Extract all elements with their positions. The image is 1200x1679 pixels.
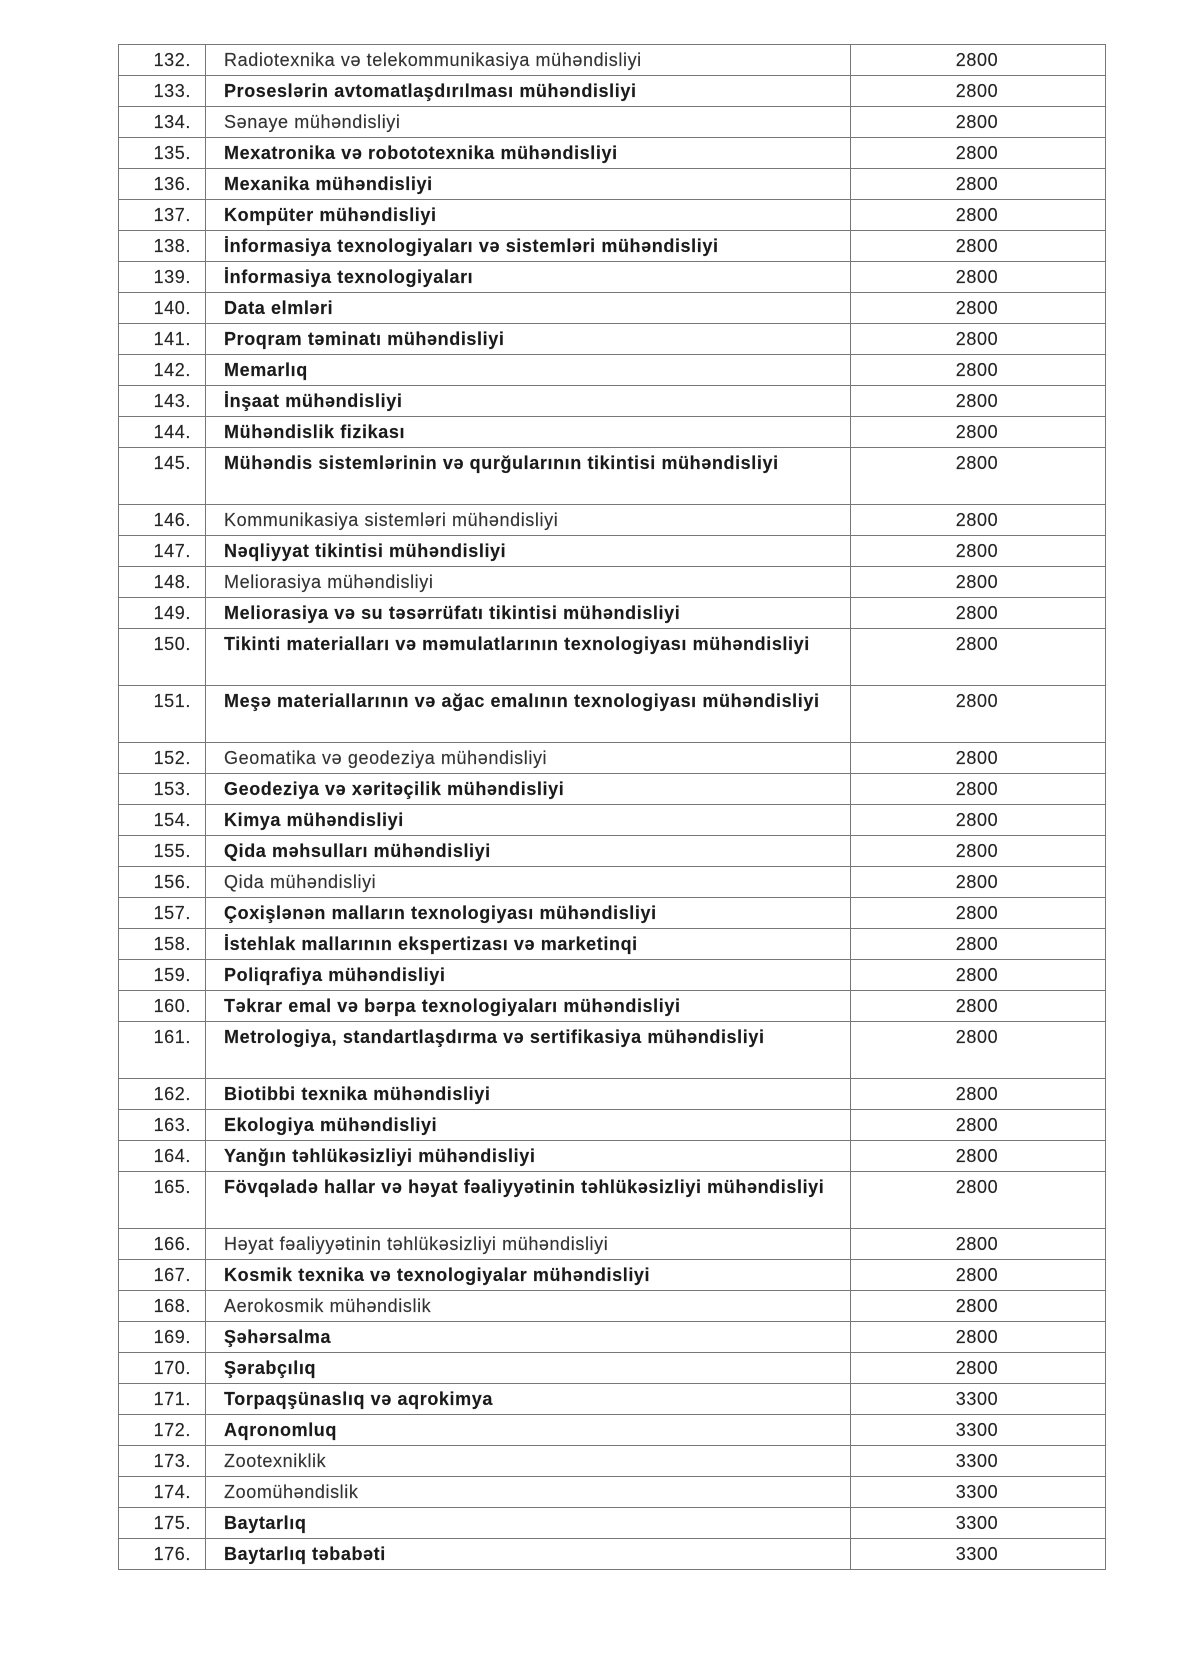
table-row bbox=[119, 805, 1106, 836]
tuition-fee: 2800 bbox=[851, 1260, 1106, 1291]
specialty-name: Şəhərsalma bbox=[206, 1322, 851, 1353]
specialty-name: Şərabçılıq bbox=[206, 1353, 851, 1384]
row-number: 173. bbox=[119, 1446, 206, 1477]
row-number: 150. bbox=[119, 629, 206, 686]
specialty-name: Geomatika və geodeziya mühəndisliyi bbox=[206, 743, 851, 774]
row-number: 158. bbox=[119, 929, 206, 960]
row-number: 156. bbox=[119, 867, 206, 898]
tuition-fee: 2800 bbox=[851, 417, 1106, 448]
row-number: 141. bbox=[119, 324, 206, 355]
tuition-fee: 3300 bbox=[851, 1508, 1106, 1539]
row-number: 152. bbox=[119, 743, 206, 774]
tuition-fee: 3300 bbox=[851, 1384, 1106, 1415]
tuition-fee: 2800 bbox=[851, 743, 1106, 774]
tuition-fee: 2800 bbox=[851, 1291, 1106, 1322]
table-row bbox=[119, 169, 1106, 200]
specialty-name: Biotibbi texnika mühəndisliyi bbox=[206, 1079, 851, 1110]
table-row bbox=[119, 1141, 1106, 1172]
table-row bbox=[119, 386, 1106, 417]
tuition-fee: 2800 bbox=[851, 1141, 1106, 1172]
row-number: 171. bbox=[119, 1384, 206, 1415]
specialty-name: Nəqliyyat tikintisi mühəndisliyi bbox=[206, 536, 851, 567]
tuition-fee: 2800 bbox=[851, 805, 1106, 836]
row-number: 139. bbox=[119, 262, 206, 293]
tuition-fee: 2800 bbox=[851, 324, 1106, 355]
specialty-name: Təkrar emal və bərpa texnologiyaları mühəndisliyi bbox=[206, 991, 851, 1022]
table-row bbox=[119, 1415, 1106, 1446]
table-row bbox=[119, 448, 1106, 505]
row-number: 132. bbox=[119, 45, 206, 76]
row-number: 164. bbox=[119, 1141, 206, 1172]
specialty-name: Radiotexnika və telekommunikasiya mühəndisliyi bbox=[206, 45, 851, 76]
specialty-name: Meliorasiya mühəndisliyi bbox=[206, 567, 851, 598]
row-number: 157. bbox=[119, 898, 206, 929]
specialty-name: Aerokosmik mühəndislik bbox=[206, 1291, 851, 1322]
table-row bbox=[119, 536, 1106, 567]
table-row bbox=[119, 898, 1106, 929]
table-row bbox=[119, 929, 1106, 960]
row-number: 159. bbox=[119, 960, 206, 991]
specialty-name: Zootexniklik bbox=[206, 1446, 851, 1477]
row-number: 138. bbox=[119, 231, 206, 262]
table-row bbox=[119, 1446, 1106, 1477]
specialty-name: Zoomühəndislik bbox=[206, 1477, 851, 1508]
tuition-fee: 2800 bbox=[851, 598, 1106, 629]
specialty-name: Geodeziya və xəritəçilik mühəndisliyi bbox=[206, 774, 851, 805]
tuition-fee: 2800 bbox=[851, 629, 1106, 686]
tuition-fee: 2800 bbox=[851, 293, 1106, 324]
specialty-name: Proseslərin avtomatlaşdırılması mühəndisliyi bbox=[206, 76, 851, 107]
tuition-table bbox=[118, 44, 1106, 1570]
specialty-name: İnformasiya texnologiyaları və sistemləri mühəndisliyi bbox=[206, 231, 851, 262]
table-row bbox=[119, 1079, 1106, 1110]
table-row bbox=[119, 1322, 1106, 1353]
tuition-table-container bbox=[118, 44, 1105, 1570]
row-number: 133. bbox=[119, 76, 206, 107]
tuition-fee: 2800 bbox=[851, 1229, 1106, 1260]
row-number: 168. bbox=[119, 1291, 206, 1322]
specialty-name: Metrologiya, standartlaşdırma və sertifikasiya mühəndisliyi bbox=[206, 1022, 851, 1079]
tuition-fee: 2800 bbox=[851, 386, 1106, 417]
row-number: 148. bbox=[119, 567, 206, 598]
table-row bbox=[119, 1353, 1106, 1384]
specialty-name: Yanğın təhlükəsizliyi mühəndisliyi bbox=[206, 1141, 851, 1172]
table-row bbox=[119, 1229, 1106, 1260]
table-row bbox=[119, 76, 1106, 107]
specialty-name: Memarlıq bbox=[206, 355, 851, 386]
row-number: 162. bbox=[119, 1079, 206, 1110]
row-number: 151. bbox=[119, 686, 206, 743]
row-number: 155. bbox=[119, 836, 206, 867]
row-number: 160. bbox=[119, 991, 206, 1022]
specialty-name: Çoxişlənən malların texnologiyası mühəndisliyi bbox=[206, 898, 851, 929]
table-row bbox=[119, 1508, 1106, 1539]
row-number: 146. bbox=[119, 505, 206, 536]
table-row bbox=[119, 262, 1106, 293]
specialty-name: Baytarlıq təbabəti bbox=[206, 1539, 851, 1570]
specialty-name: Meşə materiallarının və ağac emalının texnologiyası mühəndisliyi bbox=[206, 686, 851, 743]
specialty-name: Kimya mühəndisliyi bbox=[206, 805, 851, 836]
row-number: 174. bbox=[119, 1477, 206, 1508]
specialty-name: Baytarlıq bbox=[206, 1508, 851, 1539]
table-row bbox=[119, 1110, 1106, 1141]
table-body bbox=[119, 45, 1106, 1570]
table-row bbox=[119, 774, 1106, 805]
table-row bbox=[119, 1260, 1106, 1291]
specialty-name: Qida məhsulları mühəndisliyi bbox=[206, 836, 851, 867]
table-row bbox=[119, 567, 1106, 598]
table-row bbox=[119, 867, 1106, 898]
specialty-name: İnformasiya texnologiyaları bbox=[206, 262, 851, 293]
tuition-fee: 2800 bbox=[851, 1022, 1106, 1079]
row-number: 169. bbox=[119, 1322, 206, 1353]
row-number: 175. bbox=[119, 1508, 206, 1539]
tuition-fee: 2800 bbox=[851, 960, 1106, 991]
tuition-fee: 2800 bbox=[851, 567, 1106, 598]
row-number: 145. bbox=[119, 448, 206, 505]
tuition-fee: 2800 bbox=[851, 1110, 1106, 1141]
table-row bbox=[119, 293, 1106, 324]
tuition-fee: 2800 bbox=[851, 355, 1106, 386]
specialty-name: Həyat fəaliyyətinin təhlükəsizliyi mühəndisliyi bbox=[206, 1229, 851, 1260]
tuition-fee: 2800 bbox=[851, 138, 1106, 169]
row-number: 165. bbox=[119, 1172, 206, 1229]
tuition-fee: 2800 bbox=[851, 76, 1106, 107]
tuition-fee: 2800 bbox=[851, 1172, 1106, 1229]
tuition-fee: 2800 bbox=[851, 991, 1106, 1022]
tuition-fee: 2800 bbox=[851, 448, 1106, 505]
row-number: 136. bbox=[119, 169, 206, 200]
table-row bbox=[119, 960, 1106, 991]
row-number: 140. bbox=[119, 293, 206, 324]
tuition-fee: 2800 bbox=[851, 929, 1106, 960]
specialty-name: Mühəndislik fizikası bbox=[206, 417, 851, 448]
specialty-name: Proqram təminatı mühəndisliyi bbox=[206, 324, 851, 355]
specialty-name: Mexanika mühəndisliyi bbox=[206, 169, 851, 200]
tuition-fee: 2800 bbox=[851, 231, 1106, 262]
row-number: 137. bbox=[119, 200, 206, 231]
row-number: 154. bbox=[119, 805, 206, 836]
row-number: 143. bbox=[119, 386, 206, 417]
tuition-fee: 2800 bbox=[851, 1322, 1106, 1353]
row-number: 166. bbox=[119, 1229, 206, 1260]
table-row bbox=[119, 1291, 1106, 1322]
tuition-fee: 2800 bbox=[851, 262, 1106, 293]
tuition-fee: 2800 bbox=[851, 1353, 1106, 1384]
specialty-name: Torpaqşünaslıq və aqrokimya bbox=[206, 1384, 851, 1415]
row-number: 135. bbox=[119, 138, 206, 169]
table-row bbox=[119, 1539, 1106, 1570]
specialty-name: İnşaat mühəndisliyi bbox=[206, 386, 851, 417]
tuition-fee: 2800 bbox=[851, 200, 1106, 231]
tuition-fee: 2800 bbox=[851, 45, 1106, 76]
row-number: 161. bbox=[119, 1022, 206, 1079]
table-row bbox=[119, 598, 1106, 629]
row-number: 134. bbox=[119, 107, 206, 138]
tuition-fee: 3300 bbox=[851, 1446, 1106, 1477]
specialty-name: Kosmik texnika və texnologiyalar mühəndisliyi bbox=[206, 1260, 851, 1291]
tuition-fee: 2800 bbox=[851, 774, 1106, 805]
table-row bbox=[119, 107, 1106, 138]
tuition-fee: 2800 bbox=[851, 898, 1106, 929]
row-number: 149. bbox=[119, 598, 206, 629]
row-number: 142. bbox=[119, 355, 206, 386]
specialty-name: Kommunikasiya sistemləri mühəndisliyi bbox=[206, 505, 851, 536]
row-number: 172. bbox=[119, 1415, 206, 1446]
tuition-fee: 2800 bbox=[851, 1079, 1106, 1110]
tuition-fee: 3300 bbox=[851, 1539, 1106, 1570]
tuition-fee: 2800 bbox=[851, 686, 1106, 743]
table-row bbox=[119, 324, 1106, 355]
tuition-fee: 2800 bbox=[851, 536, 1106, 567]
table-row bbox=[119, 743, 1106, 774]
table-row bbox=[119, 505, 1106, 536]
table-row bbox=[119, 991, 1106, 1022]
specialty-name: Mexatronika və robototexnika mühəndisliyi bbox=[206, 138, 851, 169]
table-row bbox=[119, 1172, 1106, 1229]
specialty-name: Poliqrafiya mühəndisliyi bbox=[206, 960, 851, 991]
tuition-fee: 2800 bbox=[851, 836, 1106, 867]
table-row bbox=[119, 200, 1106, 231]
specialty-name: Qida mühəndisliyi bbox=[206, 867, 851, 898]
tuition-fee: 2800 bbox=[851, 107, 1106, 138]
specialty-name: Data elmləri bbox=[206, 293, 851, 324]
specialty-name: Ekologiya mühəndisliyi bbox=[206, 1110, 851, 1141]
specialty-name: Aqronomluq bbox=[206, 1415, 851, 1446]
table-row bbox=[119, 629, 1106, 686]
row-number: 176. bbox=[119, 1539, 206, 1570]
tuition-fee: 3300 bbox=[851, 1415, 1106, 1446]
table-row bbox=[119, 138, 1106, 169]
table-row bbox=[119, 1384, 1106, 1415]
specialty-name: İstehlak mallarının ekspertizası və marketinqi bbox=[206, 929, 851, 960]
table-row bbox=[119, 836, 1106, 867]
specialty-name: Fövqəladə hallar və həyat fəaliyyətinin təhlükəsizliyi mühəndisliyi bbox=[206, 1172, 851, 1229]
table-row bbox=[119, 231, 1106, 262]
row-number: 167. bbox=[119, 1260, 206, 1291]
specialty-name: Kompüter mühəndisliyi bbox=[206, 200, 851, 231]
specialty-name: Sənaye mühəndisliyi bbox=[206, 107, 851, 138]
table-row bbox=[119, 417, 1106, 448]
specialty-name: Tikinti materialları və məmulatlarının texnologiyası mühəndisliyi bbox=[206, 629, 851, 686]
table-row bbox=[119, 355, 1106, 386]
specialty-name: Meliorasiya və su təsərrüfatı tikintisi mühəndisliyi bbox=[206, 598, 851, 629]
tuition-fee: 3300 bbox=[851, 1477, 1106, 1508]
tuition-fee: 2800 bbox=[851, 505, 1106, 536]
tuition-fee: 2800 bbox=[851, 169, 1106, 200]
table-row bbox=[119, 686, 1106, 743]
table-row bbox=[119, 45, 1106, 76]
row-number: 170. bbox=[119, 1353, 206, 1384]
row-number: 147. bbox=[119, 536, 206, 567]
row-number: 153. bbox=[119, 774, 206, 805]
tuition-fee: 2800 bbox=[851, 867, 1106, 898]
specialty-name: Mühəndis sistemlərinin və qurğularının tikintisi mühəndisliyi bbox=[206, 448, 851, 505]
table-row bbox=[119, 1477, 1106, 1508]
table-row bbox=[119, 1022, 1106, 1079]
row-number: 144. bbox=[119, 417, 206, 448]
row-number: 163. bbox=[119, 1110, 206, 1141]
